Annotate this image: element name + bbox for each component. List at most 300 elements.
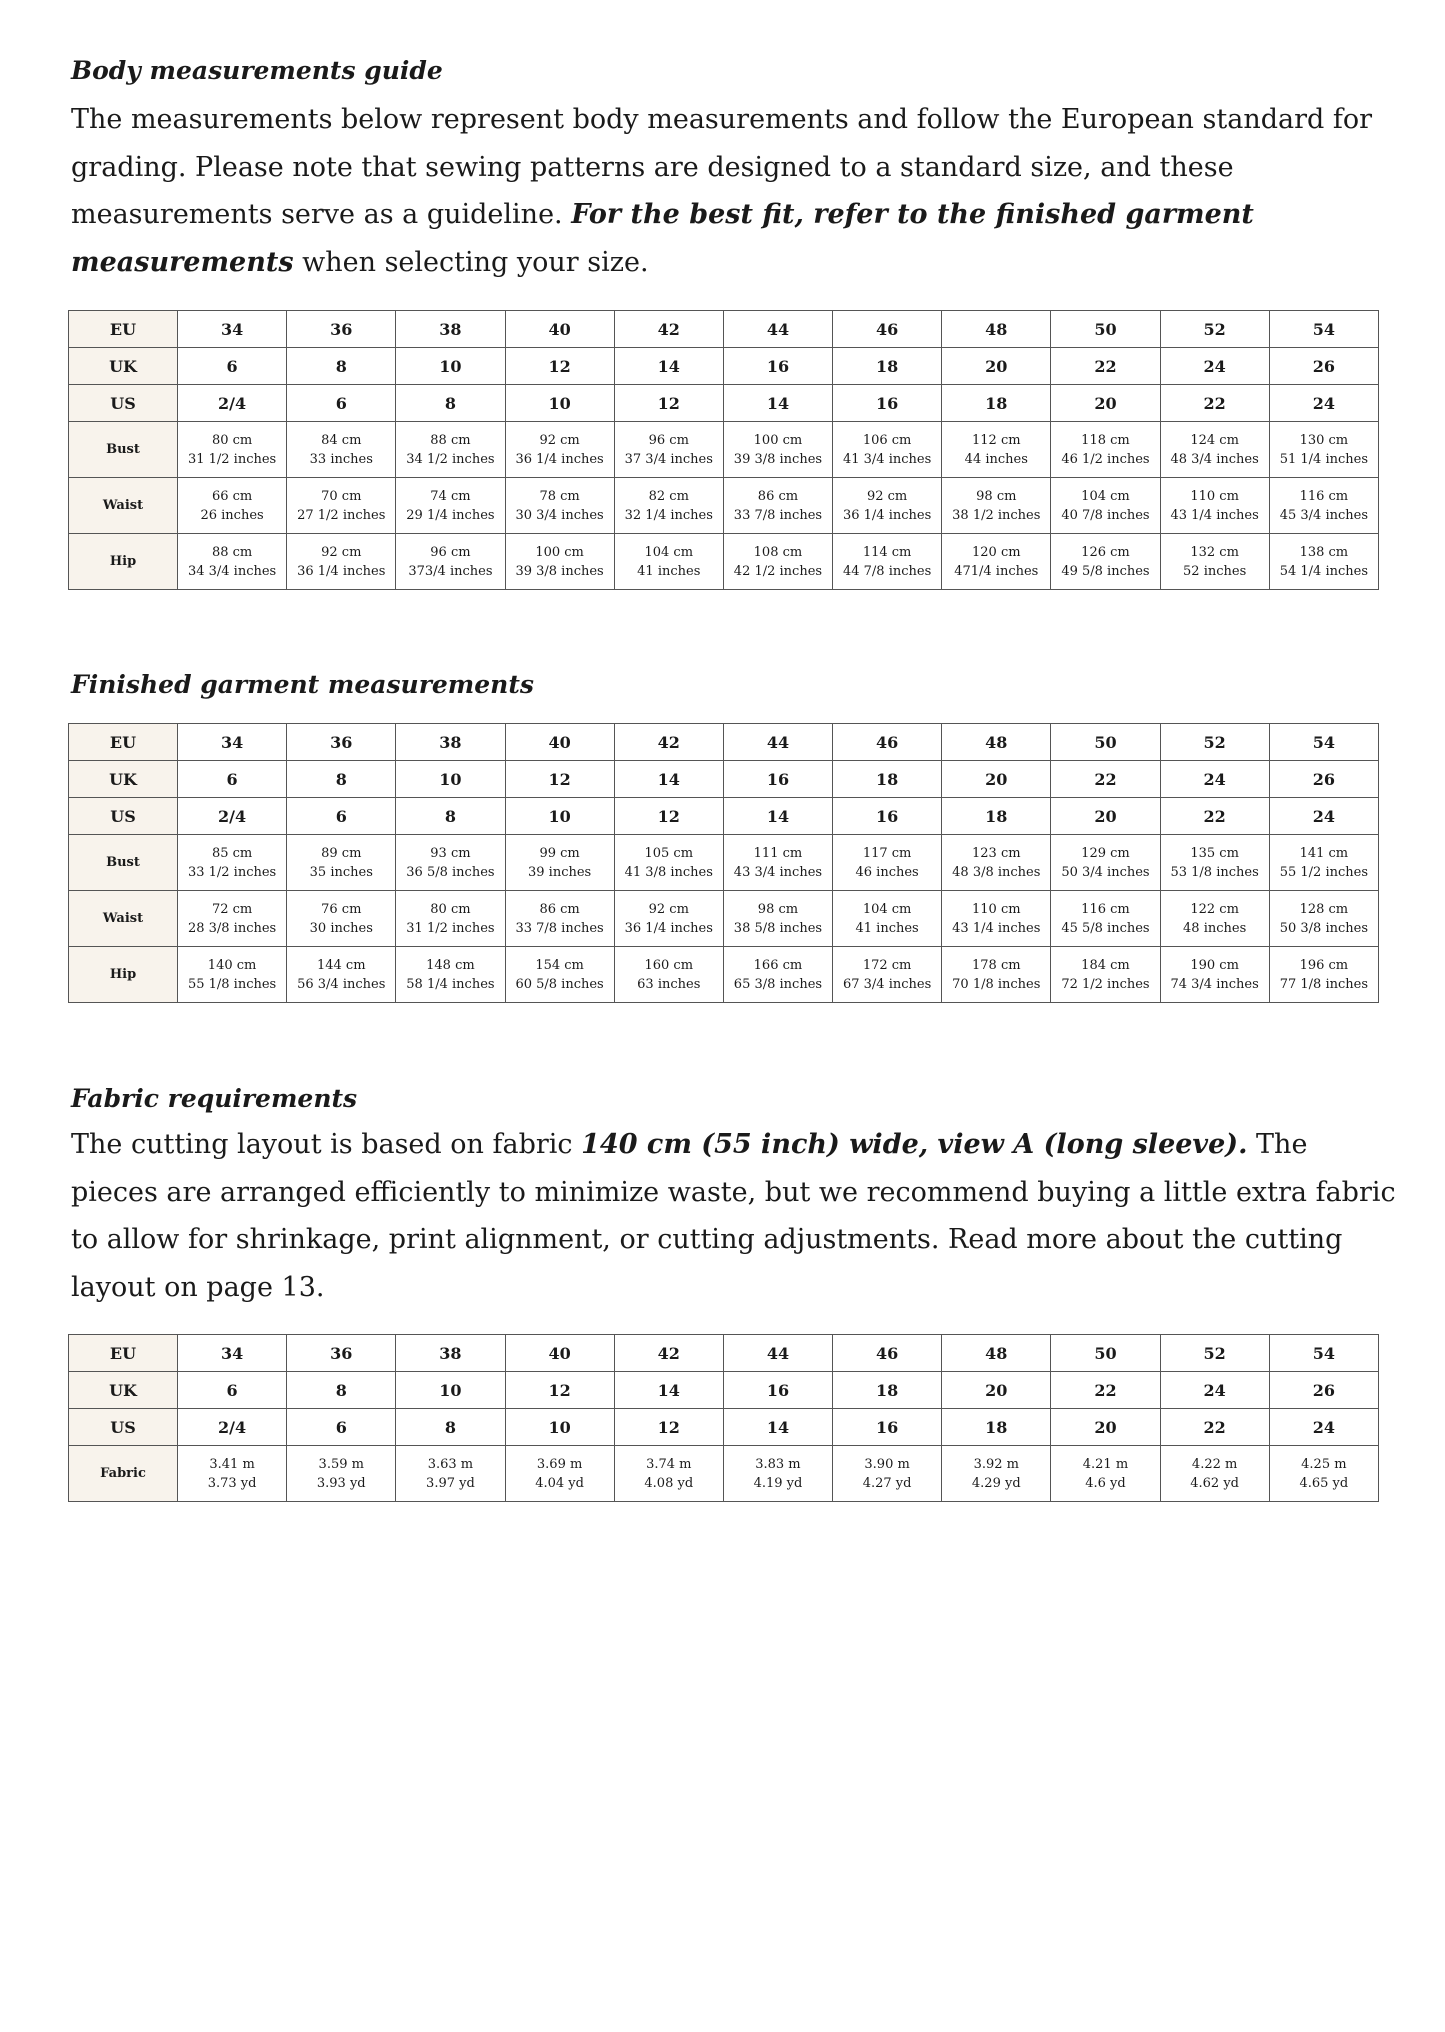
metric-value: 118 cm [1081, 432, 1130, 448]
size-cell: 18 [942, 385, 1051, 422]
measure-cell [178, 534, 287, 590]
measure-cell [833, 422, 942, 478]
metric-value: 132 cm [1190, 544, 1239, 560]
imperial-value: 45 3/4 inches [1279, 507, 1368, 523]
measure-cell [614, 422, 723, 478]
size-row-uk [69, 761, 1379, 798]
imperial-value: 29 1/4 inches [406, 507, 495, 523]
measure-cell [1160, 891, 1269, 947]
size-cell: 6 [287, 798, 396, 835]
measure-cell [833, 1446, 942, 1502]
imperial-value: 58 1/4 inches [406, 976, 495, 992]
metric-value: 160 cm [644, 957, 694, 973]
measure-cell [396, 835, 505, 891]
size-cell: 26 [1269, 1372, 1378, 1409]
size-cell: 18 [942, 798, 1051, 835]
size-cell: 26 [1269, 761, 1378, 798]
imperial-value: 30 inches [309, 920, 373, 936]
row-label: Bust [69, 835, 178, 891]
metric-value: 3.41 m [209, 1456, 255, 1472]
size-cell: 12 [505, 1372, 614, 1409]
size-cell: 22 [1051, 761, 1160, 798]
imperial-value: 55 1/2 inches [1279, 864, 1368, 880]
imperial-value: 4.65 yd [1299, 1475, 1349, 1491]
imperial-value: 33 7/8 inches [515, 920, 604, 936]
size-cell: 52 [1160, 1335, 1269, 1372]
measure-cell [1269, 422, 1378, 478]
measure-row-hip [69, 534, 1379, 590]
size-cell: 16 [723, 761, 832, 798]
measure-cell [1269, 1446, 1378, 1502]
metric-value: 3.69 m [536, 1456, 583, 1472]
metric-value: 110 cm [1190, 488, 1239, 504]
size-cell: 24 [1269, 798, 1378, 835]
measure-cell [1160, 478, 1269, 534]
measure-cell [396, 422, 505, 478]
metric-value: 130 cm [1299, 432, 1349, 448]
size-cell: 10 [396, 1372, 505, 1409]
measure-cell [614, 947, 723, 1003]
measure-cell [1269, 947, 1378, 1003]
measure-row-waist [69, 891, 1379, 947]
metric-value: 104 cm [644, 544, 694, 560]
size-cell: 10 [396, 761, 505, 798]
imperial-value: 32 1/4 inches [624, 507, 713, 523]
metric-value: 184 cm [1081, 957, 1130, 973]
size-cell: 12 [614, 385, 723, 422]
size-cell: 52 [1160, 724, 1269, 761]
imperial-value: 34 3/4 inches [187, 563, 277, 579]
imperial-value: 4.6 yd [1085, 1475, 1126, 1491]
imperial-value: 4.08 yd [644, 1475, 694, 1491]
measure-cell [723, 1446, 832, 1502]
size-cell: 54 [1269, 311, 1378, 348]
measure-cell [1269, 891, 1378, 947]
measure-cell [396, 1446, 505, 1502]
measure-cell [1269, 534, 1378, 590]
imperial-value: 27 1/2 inches [297, 507, 386, 523]
metric-value: 138 cm [1299, 544, 1349, 560]
imperial-value: 50 3/8 inches [1279, 920, 1368, 936]
metric-value: 74 cm [430, 488, 471, 504]
metric-value: 110 cm [972, 901, 1021, 917]
measure-cell [505, 947, 614, 1003]
size-cell: 14 [614, 348, 723, 385]
measure-cell [287, 422, 396, 478]
measure-cell [178, 1446, 287, 1502]
metric-value: 100 cm [753, 432, 803, 448]
metric-value: 104 cm [862, 901, 912, 917]
measure-cell [396, 947, 505, 1003]
metric-value: 126 cm [1081, 544, 1130, 560]
size-cell: 14 [614, 1372, 723, 1409]
measure-cell [614, 1446, 723, 1502]
measure-cell [723, 835, 832, 891]
size-cell: 24 [1160, 761, 1269, 798]
size-cell: 24 [1160, 348, 1269, 385]
imperial-value: 28 3/8 inches [187, 920, 277, 936]
metric-value: 92 cm [539, 432, 580, 448]
measure-cell [833, 478, 942, 534]
row-label: EU [69, 724, 178, 761]
size-cell: 54 [1269, 724, 1378, 761]
measure-cell [287, 891, 396, 947]
metric-value: 135 cm [1190, 845, 1239, 861]
size-cell: 10 [505, 385, 614, 422]
size-cell: 8 [287, 1372, 396, 1409]
size-cell: 52 [1160, 311, 1269, 348]
size-cell: 12 [614, 1409, 723, 1446]
measure-cell [723, 947, 832, 1003]
size-cell: 34 [178, 724, 287, 761]
measure-cell [287, 1446, 396, 1502]
size-cell: 16 [723, 348, 832, 385]
measure-cell [1160, 1446, 1269, 1502]
imperial-value: 42 1/2 inches [733, 563, 823, 579]
imperial-value: 67 3/4 inches [842, 976, 932, 992]
body-guide-text-2: when selecting your size. [293, 246, 649, 278]
size-cell: 36 [287, 724, 396, 761]
imperial-value: 72 1/2 inches [1061, 976, 1150, 992]
imperial-value: 35 inches [309, 864, 373, 880]
imperial-value: 39 inches [527, 864, 592, 880]
size-cell: 54 [1269, 1335, 1378, 1372]
imperial-value: 54 1/4 inches [1279, 563, 1368, 579]
imperial-value: 4.19 yd [753, 1475, 803, 1491]
metric-value: 85 cm [211, 845, 253, 861]
metric-value: 99 cm [539, 845, 580, 861]
imperial-value: 55 1/8 inches [187, 976, 277, 992]
measure-row-hip [69, 947, 1379, 1003]
measure-cell [942, 1446, 1051, 1502]
metric-value: 120 cm [972, 544, 1021, 560]
imperial-value: 26 inches [200, 507, 264, 523]
row-label: Fabric [69, 1446, 178, 1502]
metric-value: 166 cm [753, 957, 803, 973]
size-cell: 18 [942, 1409, 1051, 1446]
metric-value: 98 cm [976, 488, 1017, 504]
imperial-value: 31 1/2 inches [406, 920, 495, 936]
size-cell: 22 [1160, 1409, 1269, 1446]
metric-value: 92 cm [321, 544, 362, 560]
row-label: US [69, 1409, 178, 1446]
measure-cell [1051, 422, 1160, 478]
metric-value: 122 cm [1190, 901, 1239, 917]
metric-value: 86 cm [539, 901, 580, 917]
size-cell: 12 [614, 798, 723, 835]
metric-value: 86 cm [757, 488, 799, 504]
imperial-value: 36 1/4 inches [842, 507, 932, 523]
metric-value: 172 cm [862, 957, 912, 973]
size-cell: 10 [505, 1409, 614, 1446]
measure-cell [723, 891, 832, 947]
metric-value: 3.63 m [427, 1456, 474, 1472]
size-cell: 40 [505, 724, 614, 761]
size-cell: 46 [833, 311, 942, 348]
metric-value: 4.22 m [1191, 1456, 1238, 1472]
measure-cell [614, 835, 723, 891]
measure-cell [614, 891, 723, 947]
size-row-us [69, 798, 1379, 835]
size-cell: 20 [1051, 798, 1160, 835]
imperial-value: 46 inches [855, 864, 919, 880]
imperial-value: 38 5/8 inches [733, 920, 823, 936]
size-row-uk [69, 1372, 1379, 1409]
size-cell: 24 [1269, 385, 1378, 422]
imperial-value: 50 3/4 inches [1061, 864, 1150, 880]
size-cell: 22 [1160, 798, 1269, 835]
size-cell: 6 [287, 385, 396, 422]
size-cell: 12 [505, 761, 614, 798]
imperial-value: 36 1/4 inches [297, 563, 386, 579]
row-label: Bust [69, 422, 178, 478]
metric-value: 128 cm [1299, 901, 1349, 917]
measure-cell [505, 478, 614, 534]
metric-value: 178 cm [972, 957, 1021, 973]
measure-cell [396, 534, 505, 590]
measure-cell [287, 478, 396, 534]
size-cell: 8 [396, 385, 505, 422]
row-label: EU [69, 311, 178, 348]
imperial-value: 41 inches [855, 920, 919, 936]
metric-value: 116 cm [1081, 901, 1130, 917]
imperial-value: 30 3/4 inches [515, 507, 604, 523]
imperial-value: 36 1/4 inches [515, 451, 604, 467]
imperial-value: 43 1/4 inches [952, 920, 1041, 936]
size-cell: 14 [723, 798, 832, 835]
size-cell: 48 [942, 311, 1051, 348]
metric-value: 3.59 m [318, 1456, 364, 1472]
size-cell: 42 [614, 724, 723, 761]
imperial-value: 36 5/8 inches [406, 864, 495, 880]
row-label: UK [69, 348, 178, 385]
size-cell: 34 [178, 1335, 287, 1372]
measure-cell [1051, 947, 1160, 1003]
metric-value: 96 cm [648, 432, 689, 448]
measure-cell [287, 534, 396, 590]
fabric-text-2: The pieces are arranged efficiently to minimize waste, but we recommend buying a little extra fabric to allow for shrinkage, print alignment, or cutting adjustments. Read more about the cutting layout on page 13. [71, 1129, 1396, 1303]
imperial-value: 48 3/4 inches [1170, 451, 1259, 467]
size-row-us [69, 385, 1379, 422]
metric-value: 89 cm [321, 845, 362, 861]
imperial-value: 56 3/4 inches [297, 976, 386, 992]
size-cell: 44 [723, 311, 832, 348]
metric-value: 100 cm [535, 544, 584, 560]
measure-cell [833, 947, 942, 1003]
imperial-value: 38 1/2 inches [952, 507, 1041, 523]
size-cell: 10 [505, 798, 614, 835]
imperial-value: 33 inches [309, 451, 373, 467]
metric-value: 80 cm [430, 901, 471, 917]
imperial-value: 36 1/4 inches [624, 920, 713, 936]
imperial-value: 3.97 yd [426, 1475, 475, 1491]
metric-value: 98 cm [757, 901, 799, 917]
body-measurements-table [68, 310, 1379, 590]
measure-cell [505, 891, 614, 947]
size-cell: 6 [178, 348, 287, 385]
size-cell: 16 [833, 798, 942, 835]
size-cell: 6 [178, 761, 287, 798]
size-cell: 34 [178, 311, 287, 348]
imperial-value: 63 inches [637, 976, 701, 992]
imperial-value: 44 inches [964, 451, 1028, 467]
size-cell: 20 [1051, 385, 1160, 422]
measure-cell [505, 534, 614, 590]
measure-cell [942, 422, 1051, 478]
metric-value: 106 cm [862, 432, 912, 448]
size-cell: 44 [723, 1335, 832, 1372]
size-cell: 46 [833, 724, 942, 761]
size-cell: 38 [396, 724, 505, 761]
measure-cell [723, 422, 832, 478]
row-label: EU [69, 1335, 178, 1372]
size-cell: 14 [723, 1409, 832, 1446]
size-cell: 24 [1160, 1372, 1269, 1409]
size-row-eu [69, 724, 1379, 761]
measure-cell [505, 835, 614, 891]
measure-cell [1160, 835, 1269, 891]
measure-cell [1051, 478, 1160, 534]
imperial-value: 60 5/8 inches [515, 976, 604, 992]
metric-value: 111 cm [753, 845, 803, 861]
imperial-value: 41 inches [637, 563, 701, 579]
metric-value: 129 cm [1081, 845, 1130, 861]
size-cell: 46 [833, 1335, 942, 1372]
metric-value: 154 cm [535, 957, 584, 973]
imperial-value: 3.73 yd [207, 1475, 257, 1491]
fabric-requirements-table [68, 1334, 1379, 1502]
measure-cell [723, 478, 832, 534]
imperial-value: 46 1/2 inches [1061, 451, 1150, 467]
measure-cell [178, 478, 287, 534]
metric-value: 114 cm [862, 544, 912, 560]
size-cell: 40 [505, 1335, 614, 1372]
measure-cell [942, 891, 1051, 947]
size-cell: 42 [614, 311, 723, 348]
metric-value: 88 cm [211, 544, 253, 560]
measure-cell [723, 534, 832, 590]
finished-garment-table [68, 723, 1379, 1003]
measure-row-bust [69, 835, 1379, 891]
measure-cell [178, 947, 287, 1003]
measure-cell [942, 534, 1051, 590]
measure-cell [1051, 1446, 1160, 1502]
row-label: Waist [69, 478, 178, 534]
imperial-value: 49 5/8 inches [1061, 563, 1150, 579]
measure-cell [178, 835, 287, 891]
metric-value: 123 cm [972, 845, 1021, 861]
imperial-value: 33 1/2 inches [187, 864, 277, 880]
row-label: US [69, 385, 178, 422]
metric-value: 92 cm [866, 488, 908, 504]
size-cell: 6 [178, 1372, 287, 1409]
size-cell: 16 [833, 385, 942, 422]
size-cell: 42 [614, 1335, 723, 1372]
metric-value: 76 cm [321, 901, 362, 917]
size-row-eu [69, 311, 1379, 348]
size-cell: 16 [833, 1409, 942, 1446]
body-guide-text-1: The measurements below represent body measurements and follow the European standard for grading. Please note that sewing patterns are designed to a standard size, and these measurements serve as a guideline. [71, 104, 1373, 230]
measure-row-fabric [69, 1446, 1379, 1502]
metric-value: 80 cm [211, 432, 253, 448]
measure-cell [1160, 422, 1269, 478]
size-cell: 12 [505, 348, 614, 385]
size-cell: 14 [723, 385, 832, 422]
imperial-value: 43 3/4 inches [733, 864, 823, 880]
size-cell: 18 [833, 348, 942, 385]
size-cell: 50 [1051, 1335, 1160, 1372]
metric-value: 190 cm [1190, 957, 1239, 973]
body-guide-heading: Body measurements guide [71, 56, 443, 85]
imperial-value: 4.27 yd [862, 1475, 912, 1491]
metric-value: 84 cm [321, 432, 362, 448]
size-cell: 8 [396, 798, 505, 835]
metric-value: 144 cm [316, 957, 366, 973]
imperial-value: 53 1/8 inches [1170, 864, 1259, 880]
metric-value: 78 cm [539, 488, 580, 504]
measure-cell [396, 891, 505, 947]
size-cell: 20 [1051, 1409, 1160, 1446]
row-label: Waist [69, 891, 178, 947]
measure-cell [942, 835, 1051, 891]
metric-value: 116 cm [1299, 488, 1349, 504]
measure-cell [178, 422, 287, 478]
metric-value: 105 cm [644, 845, 694, 861]
imperial-value: 48 inches [1183, 920, 1247, 936]
imperial-value: 4.29 yd [971, 1475, 1021, 1491]
imperial-value: 51 1/4 inches [1279, 451, 1368, 467]
size-cell: 50 [1051, 724, 1160, 761]
imperial-value: 373/4 inches [408, 563, 493, 579]
measure-cell [1051, 534, 1160, 590]
metric-value: 4.25 m [1301, 1456, 1347, 1472]
measure-cell [614, 478, 723, 534]
imperial-value: 41 3/4 inches [842, 451, 932, 467]
body-guide-emphasis: For the best fit, refer to the finished garment measurements [71, 199, 1254, 278]
metric-value: 92 cm [648, 901, 689, 917]
imperial-value: 48 3/8 inches [952, 864, 1041, 880]
metric-value: 124 cm [1190, 432, 1239, 448]
measure-cell [505, 422, 614, 478]
measure-cell [1269, 478, 1378, 534]
size-cell: 8 [396, 1409, 505, 1446]
fabric-emphasis: 140 cm (55 inch) wide, view A (long sleeve). [581, 1129, 1248, 1160]
size-cell: 24 [1269, 1409, 1378, 1446]
measure-cell [833, 835, 942, 891]
measure-cell [1269, 835, 1378, 891]
metric-value: 93 cm [430, 845, 471, 861]
measure-cell [1051, 891, 1160, 947]
fabric-text-1: The cutting layout is based on fabric [71, 1129, 582, 1160]
size-cell: 48 [942, 1335, 1051, 1372]
size-cell: 10 [396, 348, 505, 385]
size-cell: 22 [1051, 348, 1160, 385]
imperial-value: 65 3/8 inches [733, 976, 823, 992]
measure-cell [1160, 534, 1269, 590]
size-cell: 2/4 [178, 798, 287, 835]
size-cell: 18 [833, 1372, 942, 1409]
size-row-uk [69, 348, 1379, 385]
size-cell: 20 [942, 761, 1051, 798]
measure-cell [833, 891, 942, 947]
size-cell: 44 [723, 724, 832, 761]
measure-cell [614, 534, 723, 590]
measure-cell [287, 835, 396, 891]
metric-value: 72 cm [211, 901, 253, 917]
size-cell: 22 [1051, 1372, 1160, 1409]
size-cell: 50 [1051, 311, 1160, 348]
body-guide-paragraph [71, 96, 1401, 286]
